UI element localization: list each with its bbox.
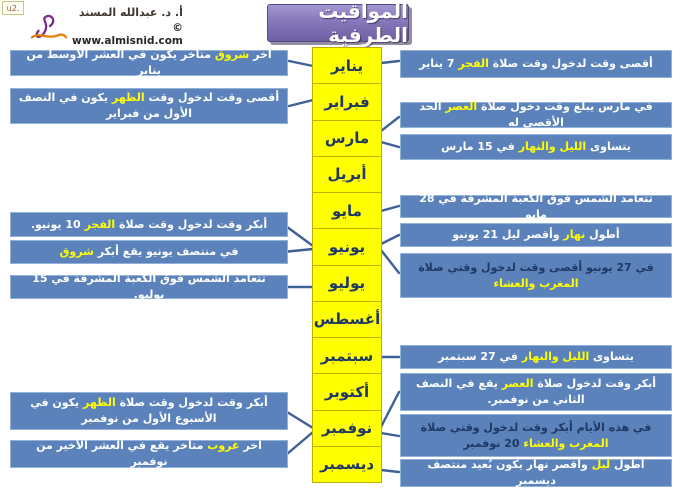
left-note-يونيو-2 <box>10 212 288 237</box>
month-cell-ديسمبر: ديسمبر <box>312 446 382 483</box>
author-name: أ. د. عبدالله المسند <box>78 6 183 19</box>
right-note-مارس-2 <box>400 134 672 160</box>
note-text-segment: آخر <box>239 439 262 453</box>
note-text <box>407 420 665 452</box>
right-note-ديسمبر-9 <box>400 459 672 487</box>
right-note-مايو-3 <box>400 191 672 221</box>
connector-line-9 <box>381 142 399 147</box>
note-text <box>17 395 281 427</box>
note-text <box>17 438 281 470</box>
note-text-segment: 7 يناير <box>419 57 459 71</box>
month-cell-مارس: مارس <box>312 120 382 157</box>
note-text <box>438 349 634 365</box>
month-cell-أبريل: أبريل <box>312 156 382 193</box>
highlighted-term: المغرب والعشاء <box>523 436 609 450</box>
connector-line-12 <box>381 250 399 273</box>
connector-line-8 <box>381 117 399 131</box>
left-note-يوليو-4 <box>10 272 288 301</box>
highlighted-term: شروق <box>59 245 94 259</box>
month-cell-سبتمبر: سبتمبر <box>312 337 382 374</box>
month-cell-يونيو: يونيو <box>312 228 382 265</box>
website-copyright: © www.almisnid.com <box>72 21 183 48</box>
month-cell-مايو: مايو <box>312 192 382 229</box>
left-note-يناير-0 <box>10 50 288 76</box>
left-note-يونيو-3 <box>10 240 288 264</box>
note-text-segment: في مارس يبلغ وقت دخول صلاة <box>477 100 653 114</box>
title-banner <box>267 0 409 47</box>
note-text-segment: الحد الأقصى له <box>419 100 564 129</box>
almisnid-logo-icon <box>30 12 68 42</box>
connector-line-1 <box>289 100 313 106</box>
note-text <box>60 244 239 260</box>
highlighted-term: الفجر <box>458 57 489 71</box>
right-note-نوفمبر-8 <box>400 414 672 457</box>
highlighted-term: نهار <box>563 228 586 242</box>
highlighted-term: العصر <box>445 100 478 114</box>
note-text <box>407 376 665 408</box>
note-text-segment: أبكر وقت لدخول وقت صلاة <box>115 396 268 410</box>
highlighted-term: المغرب والعشاء <box>493 276 579 290</box>
note-text <box>407 99 665 131</box>
left-note-فبراير-1 <box>10 88 288 124</box>
highlighted-term: الظهر <box>111 91 145 105</box>
note-text-segment: أبكر وقت لدخول صلاة <box>533 377 656 391</box>
note-text-segment: تتعامد الشمس فوق الكعبة المشرفة في 28 مايو <box>419 191 653 221</box>
connector-line-7 <box>381 61 399 63</box>
highlighted-term: غروب <box>207 439 240 453</box>
note-text <box>407 191 665 223</box>
note-text-segment: 20 نوفمبر <box>463 436 524 450</box>
highlighted-term: شروق <box>214 48 250 62</box>
right-note-سبتمبر-6 <box>400 345 672 369</box>
note-text-segment: متأخر يكون في العشر الأوسط من يناير <box>26 48 215 77</box>
note-text-segment: في 27 يونيو أقصى وقت لدخول وقتي صلاة <box>418 260 654 274</box>
connector-line-5 <box>287 412 313 428</box>
note-text-segment: أطول <box>585 228 620 242</box>
author-text-group <box>72 5 183 49</box>
note-text-segment: يكون في النصف الأول من فبراير <box>18 91 192 120</box>
connector-line-15 <box>381 433 399 436</box>
note-text-segment: وأقصر ليل 21 يونيو <box>452 228 564 242</box>
months-column <box>312 47 382 483</box>
note-text-segment: آخر <box>249 48 272 62</box>
note-text <box>441 139 631 155</box>
note-text-segment: في 15 مارس <box>441 140 519 154</box>
note-text-segment: أقصى وقت لدخول وقت <box>144 91 280 105</box>
note-text-segment: في 27 سبتمبر <box>438 350 522 364</box>
note-text-segment: تتعامد الشمس فوق الكعبة المشرفة في 15 يوليو. <box>32 272 266 301</box>
note-text <box>407 260 665 292</box>
connector-line-0 <box>289 61 313 66</box>
month-cell-فبراير: فبراير <box>312 83 382 120</box>
right-note-نوفمبر-7 <box>400 373 672 411</box>
highlighted-term: الظهر <box>83 396 116 410</box>
note-text-segment: في منتصف يونيو يقع أبكر <box>93 245 239 259</box>
month-cell-نوفمبر: نوفمبر <box>312 410 382 447</box>
connector-line-14 <box>381 392 399 427</box>
connector-line-10 <box>381 206 399 211</box>
note-text <box>17 90 281 122</box>
note-text-segment: يقع في النصف الثاني من نوفمبر. <box>416 377 585 406</box>
author-block <box>30 5 183 49</box>
note-text-segment: أقصى وقت لدخول وقت صلاة <box>488 57 653 71</box>
left-note-نوفمبر-6 <box>10 440 288 468</box>
connector-line-11 <box>381 235 399 244</box>
note-text <box>452 227 619 243</box>
note-text-segment: يتساوى <box>589 350 634 364</box>
month-cell-يوليو: يوليو <box>312 265 382 302</box>
right-note-مارس-1 <box>400 102 672 128</box>
note-text <box>31 217 267 233</box>
note-text-segment: متأخر يقع في العشر الأخير من نوفمبر <box>36 439 208 468</box>
connector-line-6 <box>287 432 313 454</box>
corner-placeholder-tag: u2. <box>2 1 24 15</box>
note-text-segment: في هذه الأيام أبكر وقت لدخول وقتي صلاة <box>420 420 652 434</box>
right-note-يناير-0 <box>400 50 672 78</box>
note-text <box>17 271 281 303</box>
note-text <box>17 47 281 79</box>
note-text-segment: يكون في الأسبوع الأول من نوفمبر <box>30 396 217 425</box>
highlighted-term: الليل والنهار <box>518 140 587 154</box>
highlighted-term: ليل <box>591 458 611 472</box>
connector-line-16 <box>381 470 399 472</box>
right-note-يونيو-4 <box>400 223 672 247</box>
note-text-segment: وأقصر نهار يكون بُعيد منتصف ديسمبر <box>427 458 592 487</box>
right-note-يونيو-5 <box>400 253 672 298</box>
left-note-نوفمبر-5 <box>10 392 288 430</box>
note-text-segment: يتساوى <box>586 140 631 154</box>
highlighted-term: الفجر <box>84 217 116 231</box>
highlighted-term: العصر <box>501 377 534 391</box>
note-text-segment: 10 يونيو. <box>30 217 85 231</box>
note-text <box>407 457 665 489</box>
note-text-segment: أطول <box>610 458 645 472</box>
note-text-segment: أبكر وقت لدخول وقت صلاة <box>115 217 268 231</box>
page-title: المواقيت الطرفية <box>318 0 408 47</box>
month-cell-يناير: يناير <box>312 47 382 84</box>
month-cell-أكتوبر: أكتوبر <box>312 373 382 410</box>
month-cell-أغسطس: أغسطس <box>312 301 382 338</box>
highlighted-term: الليل والنهار <box>521 350 590 364</box>
note-text <box>419 56 652 72</box>
